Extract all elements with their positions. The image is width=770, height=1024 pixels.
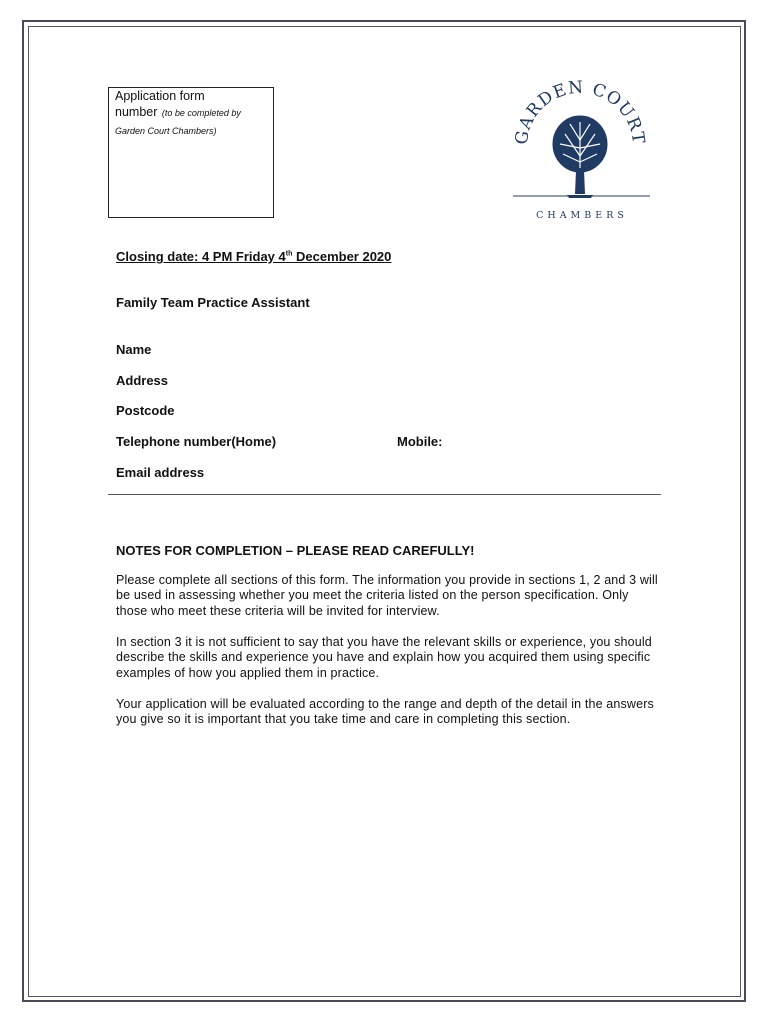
- application-number-box: [108, 87, 274, 218]
- tree-icon: [553, 116, 607, 198]
- mobile-label: Mobile:: [397, 434, 443, 449]
- name-label: Name: [116, 342, 152, 357]
- application-label-line2: number: [115, 105, 158, 119]
- notes-paragraph-1: Please complete all sections of this form. The information you provide in sections 1, 2 and 3 will be used in assessing whether you meet the criteria listed on the person specification. Only those who meet these criteria will be invited for interview.: [116, 573, 658, 618]
- application-note: (to be completed by Garden Court Chambers): [115, 108, 241, 136]
- section-divider: [108, 494, 661, 495]
- job-title: Family Team Practice Assistant: [116, 295, 310, 310]
- postcode-label: Postcode: [116, 403, 175, 418]
- notes-heading: NOTES FOR COMPLETION – PLEASE READ CAREFULLY!: [116, 543, 475, 558]
- closing-date: Closing date: 4 PM Friday 4th December 2020: [116, 249, 392, 264]
- notes-paragraph-2: In section 3 it is not sufficient to say that you have the relevant skills or experience, you should describe the skills and experience you have and explain how you acquired them using specific examples of how you applied them in practice.: [116, 635, 652, 680]
- garden-court-chambers-logo: [505, 78, 655, 224]
- logo-arc-text: GARDEN COURT: [511, 78, 649, 146]
- telephone-label: Telephone number(Home): [116, 434, 277, 449]
- notes-paragraph-3: Your application will be evaluated according to the range and depth of the detail in the answers you give so it is important that you take time and care in completing this section.: [116, 697, 654, 727]
- logo-chambers-text: CHAMBERS: [536, 210, 628, 221]
- application-label-line1: Application form: [115, 89, 205, 103]
- address-label: Address: [116, 373, 169, 388]
- email-label: Email address: [116, 465, 205, 480]
